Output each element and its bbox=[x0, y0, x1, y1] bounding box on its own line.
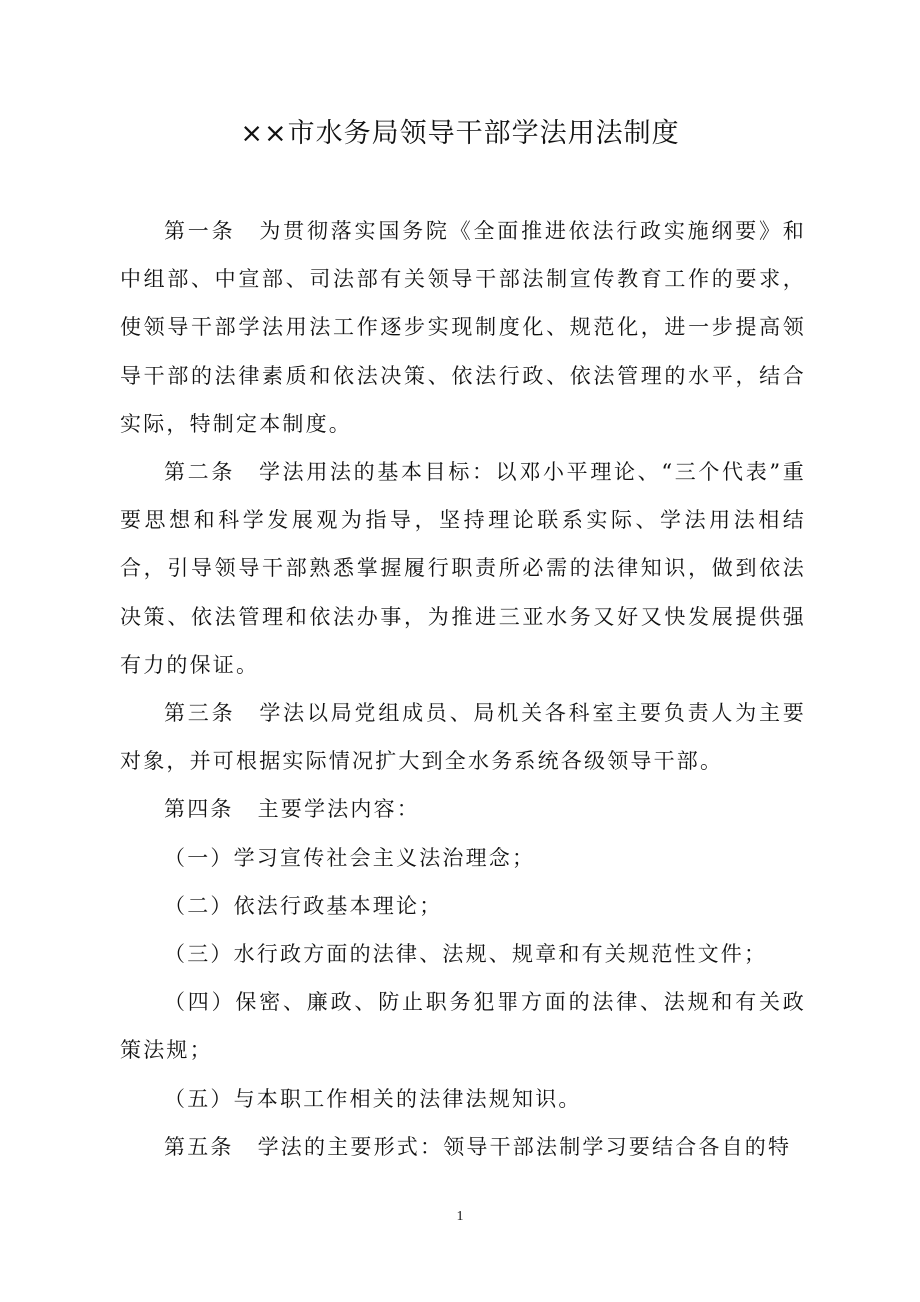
article-4-item-3: （三）水行政方面的法律、法规、规章和有关规范性文件； bbox=[164, 942, 768, 967]
article-4 bbox=[120, 785, 806, 833]
page-number: 1 bbox=[456, 1209, 464, 1224]
article-4-item-5: （五）与本职工作相关的法律法规知识。 bbox=[164, 1086, 582, 1111]
article-3-text: 学法以局党组成员、局机关各科室主要负责人为主要对象，并可根据实际情况扩大到全水务系统各级领导干部。 bbox=[120, 701, 806, 774]
article-2-number: 第二条 bbox=[164, 460, 235, 485]
article-5 bbox=[120, 1123, 806, 1171]
document-title: ××市水务局领导干部学法用法制度 bbox=[240, 118, 680, 149]
article-4-item-1: （一）学习宣传社会主义法治理念； bbox=[164, 845, 536, 870]
article-4-item-2: （二）依法行政基本理论； bbox=[164, 893, 443, 918]
article-2-text: 学法用法的基本目标：以邓小平理论、“三个代表”重要思想和科学发展观为指导，坚持理论联系实际、学法用法相结合，引导领导干部熟悉掌握履行职责所必需的法律知识，做到依法决策、依法管理和依法办事，为推进三亚水务又好又快发展提供强有力的保证。 bbox=[120, 460, 806, 677]
article-3 bbox=[120, 689, 806, 785]
article-4-text: 主要学法内容： bbox=[257, 797, 421, 822]
article-4-number: 第四条 bbox=[164, 797, 234, 822]
article-4-item-4: （四）保密、廉政、防止职务犯罪方面的法律、法规和有关政策法规； bbox=[120, 990, 806, 1063]
article-2 bbox=[120, 448, 806, 689]
article-5-text: 学法的主要形式：领导干部法制学习要结合各自的特 bbox=[257, 1134, 792, 1159]
article-3-number: 第三条 bbox=[164, 701, 236, 726]
document-body bbox=[120, 207, 806, 1171]
article-5-number: 第五条 bbox=[164, 1134, 234, 1159]
article-1 bbox=[120, 207, 806, 448]
article-1-number: 第一条 bbox=[164, 219, 236, 243]
article-1-text: 为贯彻落实国务院《全面推进依法行政实施纲要》和中组部、中宣部、司法部有关领导干部法制宣传教育工作的要求，使领导干部学法用法工作逐步实现制度化、规范化，进一步提高领导干部的法律素质和依法决策、依法行政、依法管理的水平，结合实际，特制定本制度。 bbox=[120, 219, 806, 436]
